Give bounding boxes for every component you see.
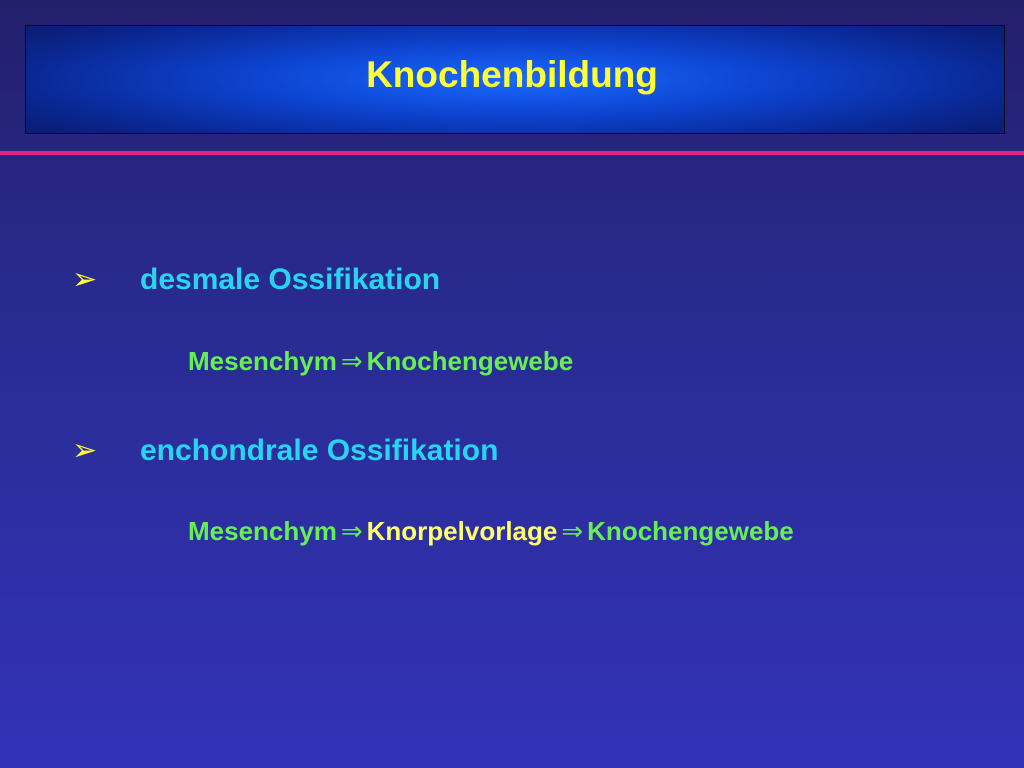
slide-title: Knochenbildung: [366, 54, 658, 95]
arrowhead-bullet-icon: ➢: [72, 262, 98, 297]
process-step: Mesenchym: [188, 516, 337, 546]
process-step-highlighted: Knorpelvorlage: [366, 516, 558, 546]
bullet-heading-enchondral: enchondrale Ossifikation: [140, 434, 499, 467]
double-right-arrow-icon: ⇒: [340, 347, 363, 377]
title-divider: [0, 151, 1024, 155]
process-line-desmal: [188, 345, 573, 378]
process-step: Knochengewebe: [366, 346, 574, 376]
bullet-heading-desmal: desmale Ossifikation: [140, 263, 441, 296]
process-line-enchondral: [188, 515, 794, 548]
process-step: Mesenchym: [188, 346, 337, 376]
double-right-arrow-icon: ⇒: [561, 517, 584, 547]
arrowhead-bullet-icon: ➢: [72, 433, 98, 468]
process-step: Knochengewebe: [587, 516, 794, 546]
double-right-arrow-icon: ⇒: [340, 517, 363, 547]
